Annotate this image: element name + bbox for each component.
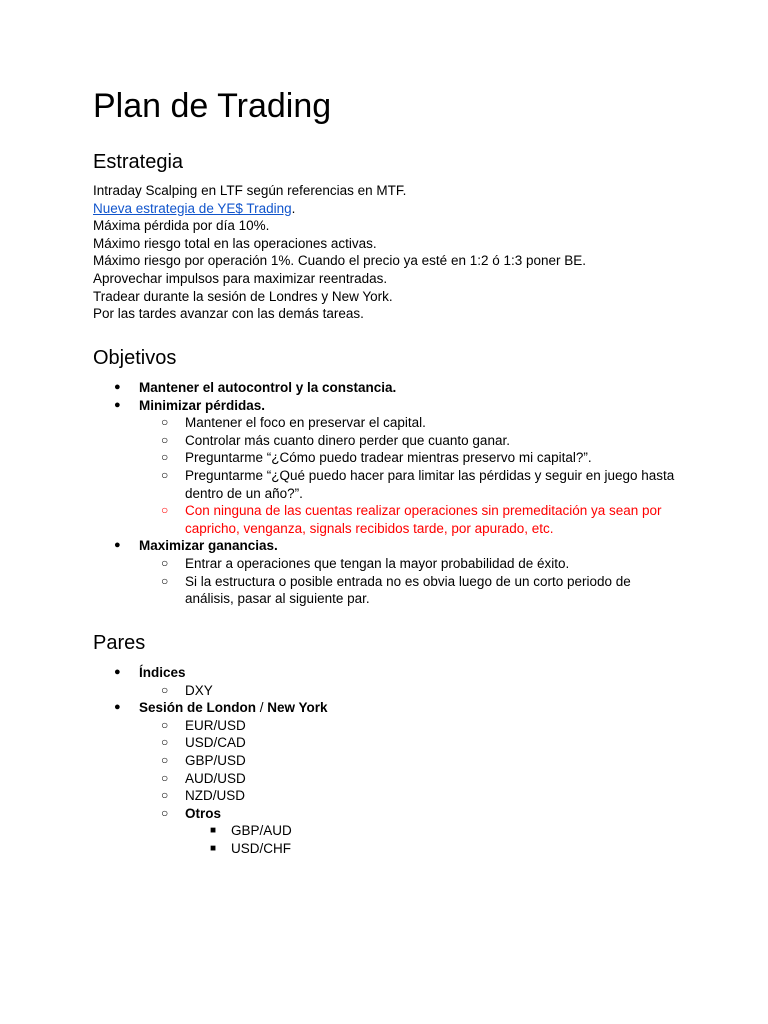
- objetivos-heading: Objetivos: [93, 347, 177, 369]
- list-item-label: Mantener el autocontrol y la constancia.: [139, 380, 397, 395]
- list-item: [93, 432, 675, 450]
- bullet-circle-icon: ○: [161, 467, 169, 482]
- list-item: [93, 537, 675, 555]
- list-item-warning: [93, 502, 675, 537]
- bullet-circle-icon: ○: [161, 770, 169, 785]
- bullet-circle-icon: ○: [161, 503, 169, 518]
- estrategia-line: Por las tardes avanzar con las demás tareas.: [93, 306, 364, 322]
- pares-heading: Pares: [93, 632, 146, 654]
- bullet-disc-icon: ●: [114, 666, 121, 678]
- estrategia-line: Aprovechar impulsos para maximizar reentradas.: [93, 270, 388, 286]
- list-item-label: Mantener el foco en preservar el capital.: [185, 415, 426, 431]
- list-item: [93, 787, 328, 805]
- bullet-circle-icon: ○: [161, 415, 169, 430]
- list-item: [93, 717, 328, 735]
- estrategia-line: Máximo riesgo por operación 1%. Cuando el precio ya esté en 1:2 ó 1:3 poner BE.: [93, 253, 587, 269]
- bullet-circle-icon: ○: [161, 717, 169, 732]
- list-item-label: EUR/USD: [185, 717, 246, 733]
- list-item: [93, 449, 675, 467]
- bullet-circle-icon: ○: [161, 752, 169, 767]
- list-item-label: Preguntarme “¿Qué puedo hacer para limitar las pérdidas y seguir en juego hasta dentro de un año?”.: [185, 467, 675, 501]
- estrategia-line: Máxima pérdida por día 10%.: [93, 218, 270, 234]
- bullet-disc-icon: ●: [114, 701, 121, 714]
- bullet-disc-icon: ●: [114, 539, 121, 552]
- document-title: Plan de Trading: [93, 87, 332, 125]
- list-item-label: Índices: [139, 665, 186, 680]
- list-item: [93, 682, 328, 700]
- list-item: [93, 699, 328, 717]
- list-item-label: AUD/USD: [185, 770, 246, 786]
- bullet-disc-icon: ●: [114, 381, 121, 393]
- list-item-label: Sesión de London: [139, 700, 256, 716]
- list-item: [93, 397, 675, 415]
- list-item-separator: /: [256, 700, 268, 716]
- list-item: [93, 573, 675, 608]
- list-item-label: Minimizar pérdidas.: [139, 397, 266, 413]
- list-item-label: Si la estructura o posible entrada no es obvia luego de un corto periodo de análisis, pasar al siguiente par.: [185, 573, 631, 607]
- list-item-label: Preguntarme “¿Cómo puedo tradear mientras preservo mi capital?”.: [185, 450, 592, 466]
- list-item: [93, 840, 328, 858]
- list-item-label: Entrar a operaciones que tengan la mayor probabilidad de éxito.: [185, 555, 570, 571]
- bullet-disc-icon: ●: [114, 398, 121, 411]
- estrategia-line: Intraday Scalping en LTF según referencias en MTF.: [93, 183, 407, 198]
- list-item: [93, 664, 328, 682]
- list-item: [93, 555, 675, 573]
- bullet-circle-icon: ○: [161, 682, 169, 697]
- nueva-estrategia-link[interactable]: Nueva estrategia de YE$ Trading: [93, 200, 292, 216]
- list-item: [93, 752, 328, 770]
- pares-list: [93, 664, 328, 858]
- bullet-circle-icon: ○: [161, 450, 169, 465]
- bullet-circle-icon: ○: [161, 805, 169, 820]
- estrategia-line: Tradear durante la sesión de Londres y New York.: [93, 288, 393, 304]
- bullet-circle-icon: ○: [161, 573, 169, 588]
- list-item-label: NZD/USD: [185, 788, 245, 804]
- list-item: [93, 770, 328, 788]
- list-item-label: Con ninguna de las cuentas realizar operaciones sin premeditación ya sean por capricho, venganza, signals recibidos tarde, por apurado, etc.: [185, 503, 662, 536]
- list-item: [93, 805, 328, 823]
- list-item-label: USD/CAD: [185, 735, 246, 751]
- bullet-circle-icon: ○: [161, 735, 169, 750]
- list-item-label: USD/CHF: [231, 840, 291, 856]
- list-item: [93, 379, 675, 397]
- list-item-label: New York: [267, 700, 328, 716]
- link-suffix: .: [291, 200, 296, 216]
- estrategia-paragraph: [93, 182, 586, 323]
- list-item-label: Controlar más cuanto dinero perder que cuanto ganar.: [185, 432, 510, 448]
- list-item-label: DXY: [185, 682, 213, 698]
- estrategia-line: Máximo riesgo total en las operaciones activas.: [93, 235, 377, 251]
- list-item: [93, 734, 328, 752]
- list-item-label: GBP/AUD: [231, 823, 292, 839]
- estrategia-link-line: [93, 200, 586, 218]
- estrategia-heading: Estrategia: [93, 151, 184, 173]
- list-item: [93, 414, 675, 432]
- bullet-circle-icon: ○: [161, 432, 169, 447]
- bullet-circle-icon: ○: [161, 555, 169, 570]
- bullet-circle-icon: ○: [161, 788, 169, 803]
- list-item: [93, 467, 675, 502]
- bullet-square-icon: ■: [210, 842, 217, 854]
- list-item-label: Maximizar ganancias.: [139, 538, 278, 554]
- objetivos-list: [93, 379, 675, 608]
- list-item: [93, 822, 328, 840]
- bullet-square-icon: ■: [210, 825, 217, 837]
- list-item-label: Otros: [185, 805, 222, 821]
- list-item-label: GBP/USD: [185, 752, 246, 768]
